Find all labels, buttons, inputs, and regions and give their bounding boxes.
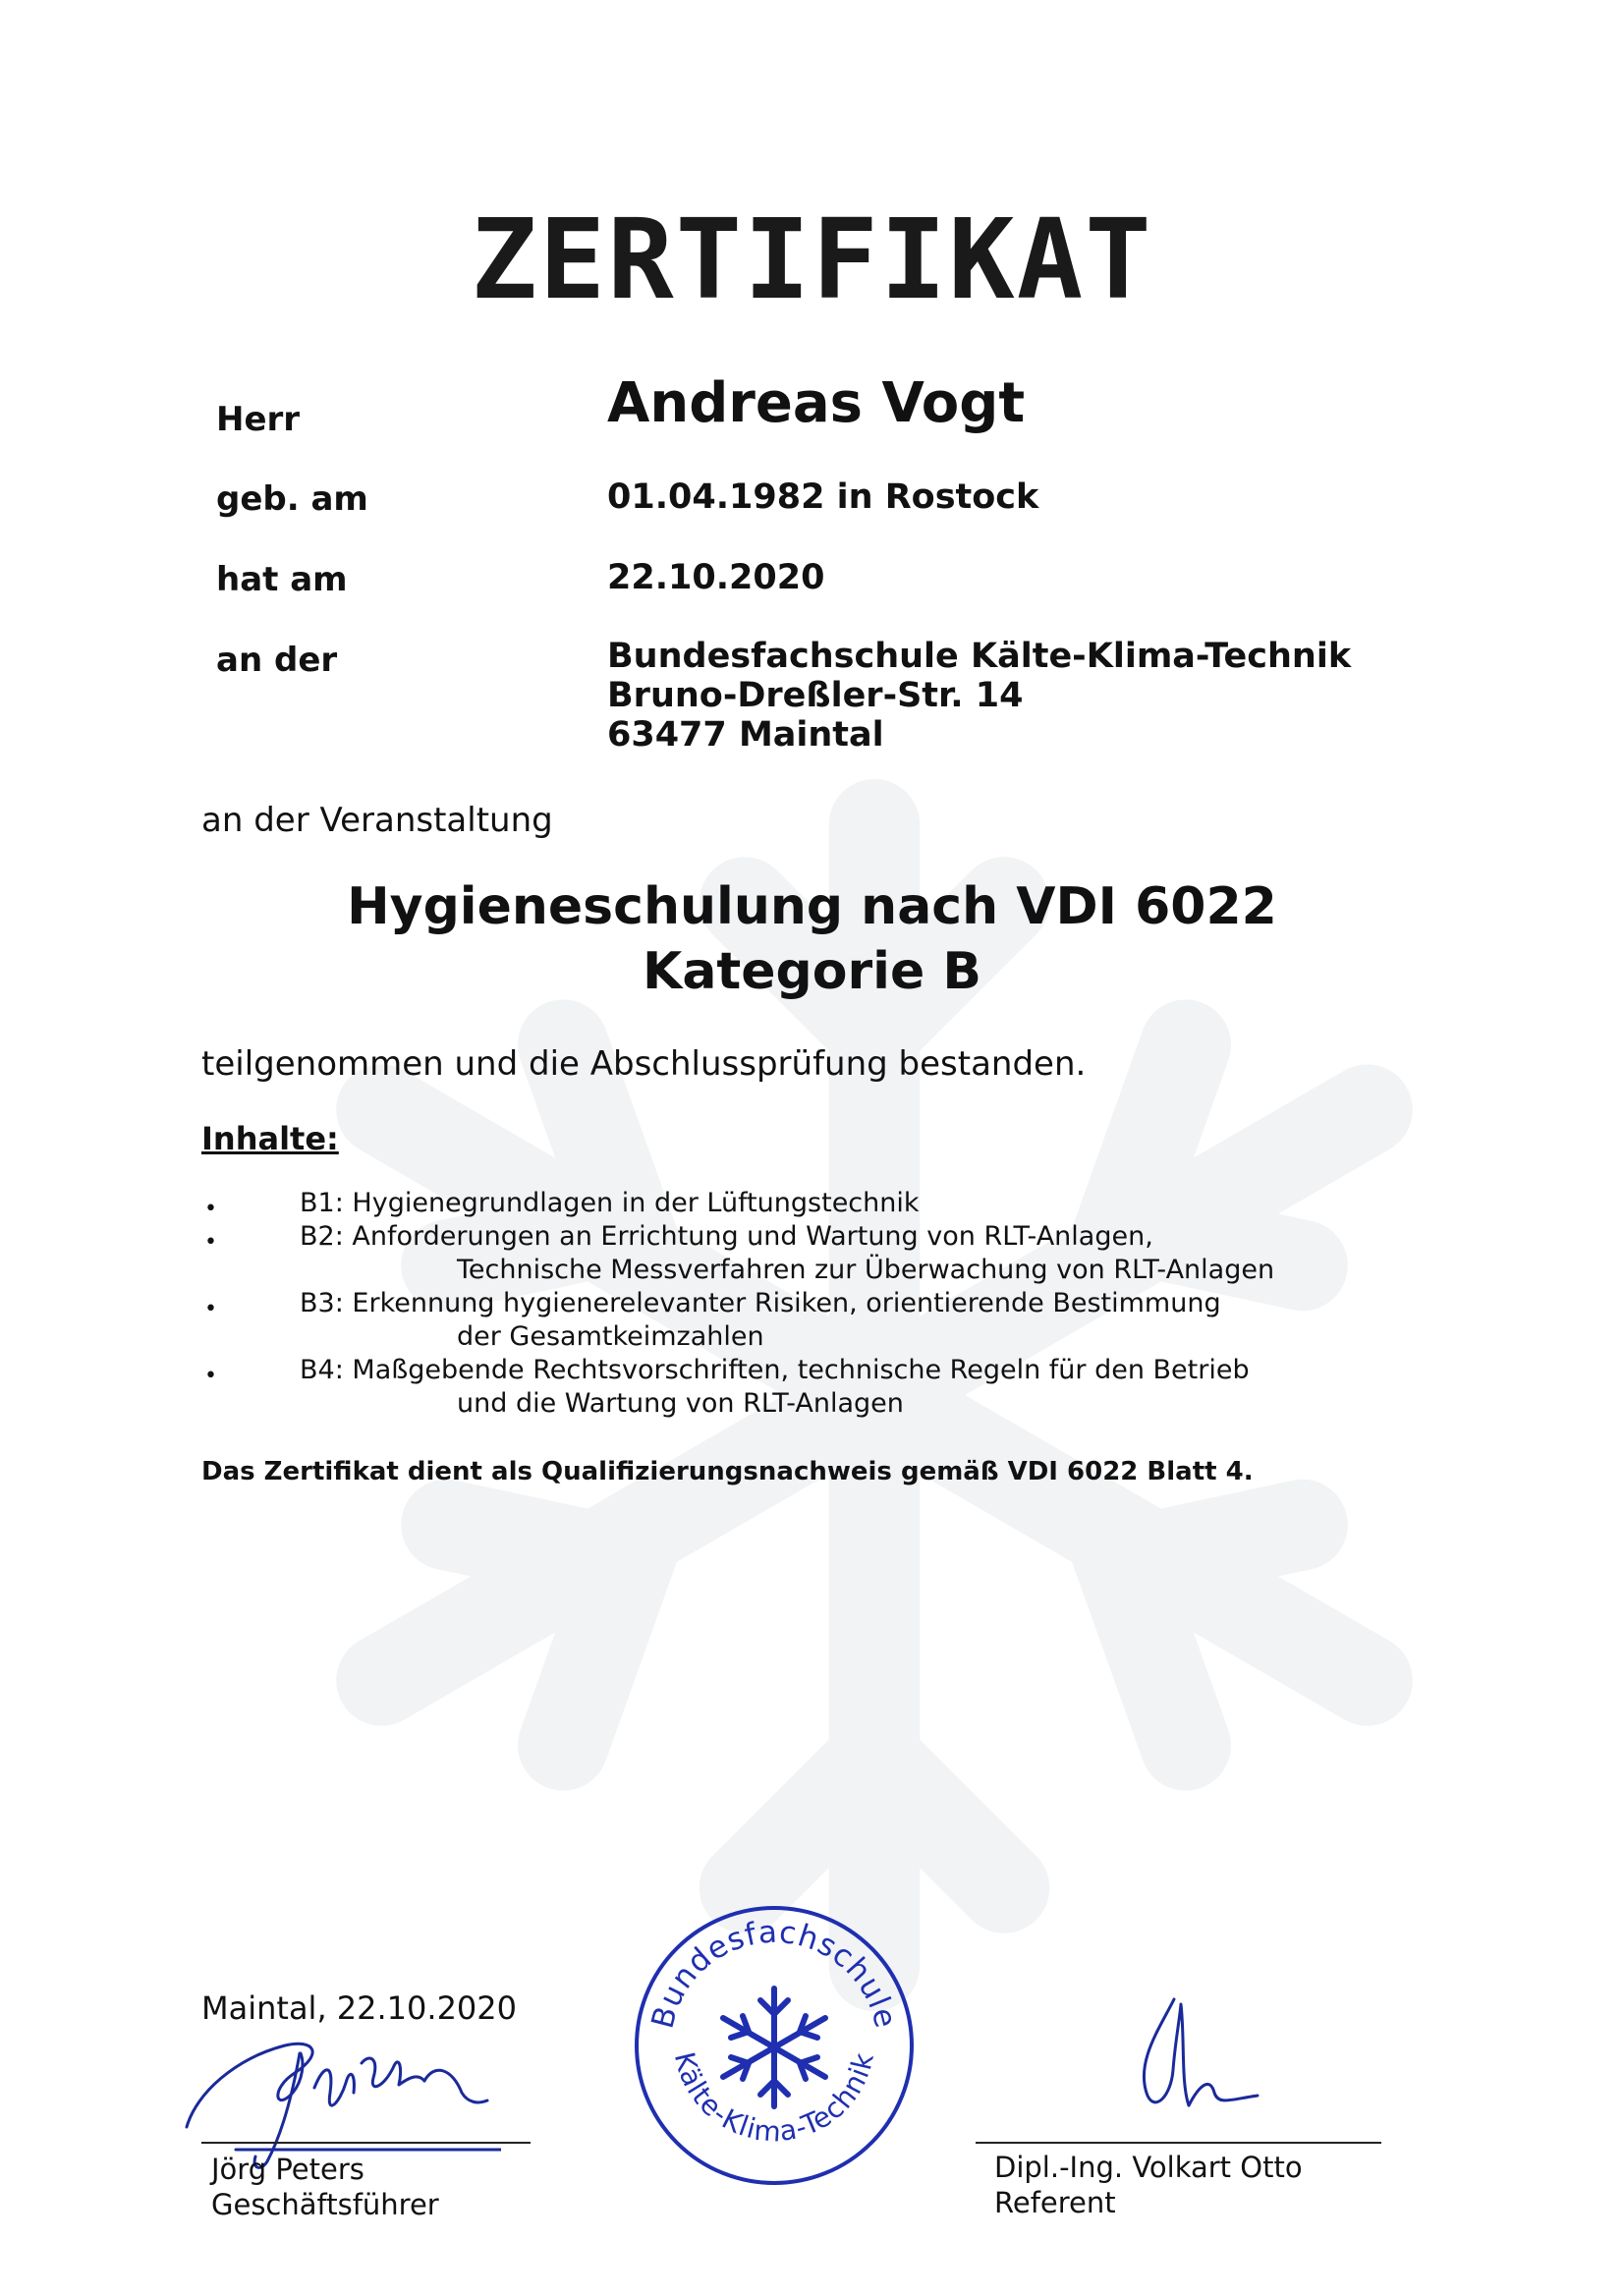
bullet-icon: • bbox=[204, 1197, 217, 1221]
signatory-role: Geschäftsführer bbox=[211, 2188, 439, 2221]
signatory-name: Jörg Peters bbox=[211, 2153, 364, 2186]
item-code: B3: bbox=[300, 1288, 344, 1318]
item-code: B1: bbox=[300, 1188, 344, 1218]
signatory-name: Dipl.-Ing. Volkart Otto bbox=[994, 2151, 1303, 2184]
item-text-continued: Technische Messverfahren zur Überwachung von RLT-Anlagen bbox=[457, 1255, 1275, 1285]
list-item bbox=[201, 1287, 1380, 1354]
event-title bbox=[0, 874, 1624, 1004]
item-text-continued: und die Wartung von RLT-Anlagen bbox=[457, 1388, 904, 1419]
item-text: Maßgebende Rechtsvorschriften, technische Regeln für den Betrieb bbox=[352, 1355, 1250, 1385]
item-text: Hygienegrundlagen in der Lüftungstechnik bbox=[352, 1188, 920, 1218]
item-text: Anforderungen an Errichtung und Wartung von RLT-Anlagen, bbox=[352, 1221, 1153, 1252]
snowflake-icon bbox=[723, 1988, 825, 2106]
signature-line-left bbox=[201, 2142, 531, 2144]
item-code: B4: bbox=[300, 1355, 344, 1385]
bullet-icon: • bbox=[204, 1364, 217, 1388]
signature-otto bbox=[1120, 1989, 1267, 2127]
birth-value: 01.04.1982 in Rostock bbox=[607, 477, 1039, 517]
signatory-right bbox=[994, 2150, 1303, 2220]
item-code: B2: bbox=[300, 1221, 344, 1252]
signatory-role: Referent bbox=[994, 2186, 1116, 2219]
location-address bbox=[607, 637, 1351, 755]
salutation: Herr bbox=[216, 400, 301, 439]
event-title-line: Kategorie B bbox=[643, 942, 981, 1001]
event-intro: an der Veranstaltung bbox=[201, 801, 553, 840]
list-item bbox=[201, 1220, 1380, 1287]
signatory-left bbox=[211, 2152, 439, 2222]
qualification-note: Das Zertifikat dient als Qualifizierungsnachweis gemäß VDI 6022 Blatt 4. bbox=[201, 1457, 1254, 1486]
contents-heading: Inhalte: bbox=[201, 1120, 339, 1157]
certificate-title: ZERTIFIKAT bbox=[471, 196, 1153, 324]
bullet-icon: • bbox=[204, 1297, 217, 1321]
stamp-text-top: Bundesfachschule bbox=[644, 1914, 904, 2033]
birth-label: geb. am bbox=[216, 479, 368, 519]
location-label: an der bbox=[216, 641, 338, 680]
date-label: hat am bbox=[216, 560, 348, 599]
location-line: 63477 Maintal bbox=[607, 715, 884, 755]
list-item bbox=[201, 1187, 1380, 1220]
recipient-name: Andreas Vogt bbox=[607, 371, 1026, 435]
signature-peters bbox=[177, 2024, 501, 2171]
list-item bbox=[201, 1354, 1380, 1421]
date-value: 22.10.2020 bbox=[607, 558, 825, 597]
event-title-line: Hygieneschulung nach VDI 6022 bbox=[347, 877, 1277, 936]
item-text-continued: der Gesamtkeimzahlen bbox=[457, 1321, 764, 1352]
signature-line-right bbox=[976, 2142, 1381, 2144]
item-text: Erkennung hygienerelevanter Risiken, orientierende Bestimmung bbox=[352, 1288, 1221, 1318]
bullet-icon: • bbox=[204, 1230, 217, 1255]
stamp-text-bottom: Kälte-Klima-Technik bbox=[667, 2048, 881, 2149]
place-date: Maintal, 22.10.2020 bbox=[201, 1989, 517, 2027]
school-stamp bbox=[627, 1898, 922, 2193]
result-text: teilgenommen und die Abschlussprüfung bestanden. bbox=[201, 1044, 1087, 1084]
contents-list bbox=[201, 1187, 1380, 1421]
location-line: Bundesfachschule Kälte-Klima-Technik bbox=[607, 637, 1352, 676]
location-line: Bruno-Dreßler-Str. 14 bbox=[607, 676, 1024, 715]
